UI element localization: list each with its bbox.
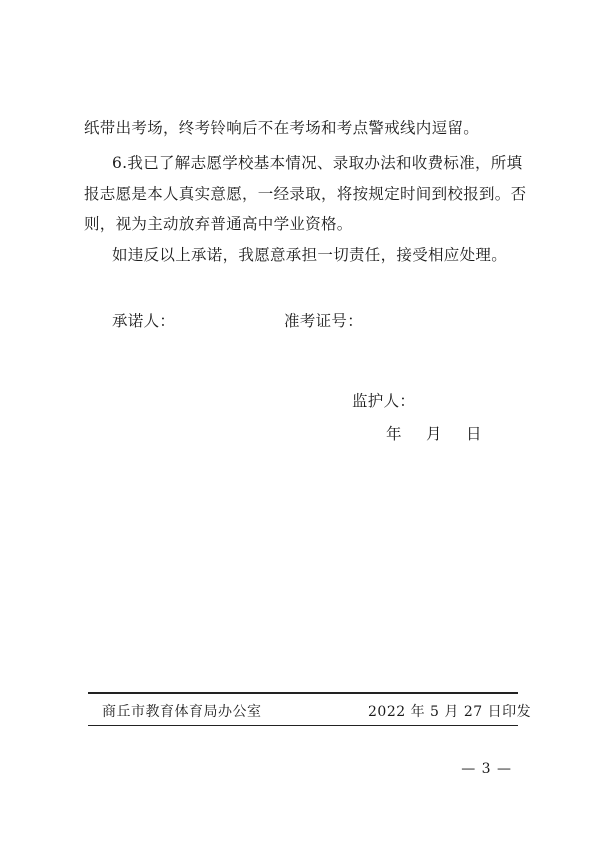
footer-issuer: 商丘市教育体育局办公室 — [102, 704, 262, 720]
footer-bottom-rule — [88, 725, 518, 726]
guardian-label: 监护人： — [352, 392, 416, 410]
body-line-5: 如违反以上承诺，我愿意承担一切责任，接受相应处理。 — [112, 246, 508, 264]
footer-issue-date: 2022 年 5 月 27 日印发 — [368, 704, 532, 720]
body-line-2: 6.我已了解志愿学校基本情况、录取办法和收费标准，所填 — [112, 154, 523, 172]
page-number: — 3 — — [461, 761, 512, 777]
date-year-label: 年 — [386, 425, 402, 443]
exam-id-label: 准考证号： — [284, 312, 364, 330]
promisor-label: 承诺人： — [112, 312, 176, 330]
body-line-1: 纸带出考场，终考铃响后不在考场和考点警戒线内逗留。 — [84, 119, 480, 137]
footer-top-rule — [88, 692, 518, 694]
date-day-label: 日 — [466, 425, 482, 443]
body-line-4: 则，视为主动放弃普通高中学业资格。 — [84, 215, 353, 233]
date-month-label: 月 — [426, 425, 442, 443]
body-line-3: 报志愿是本人真实意愿，一经录取，将按规定时间到校报到。否 — [84, 185, 527, 203]
